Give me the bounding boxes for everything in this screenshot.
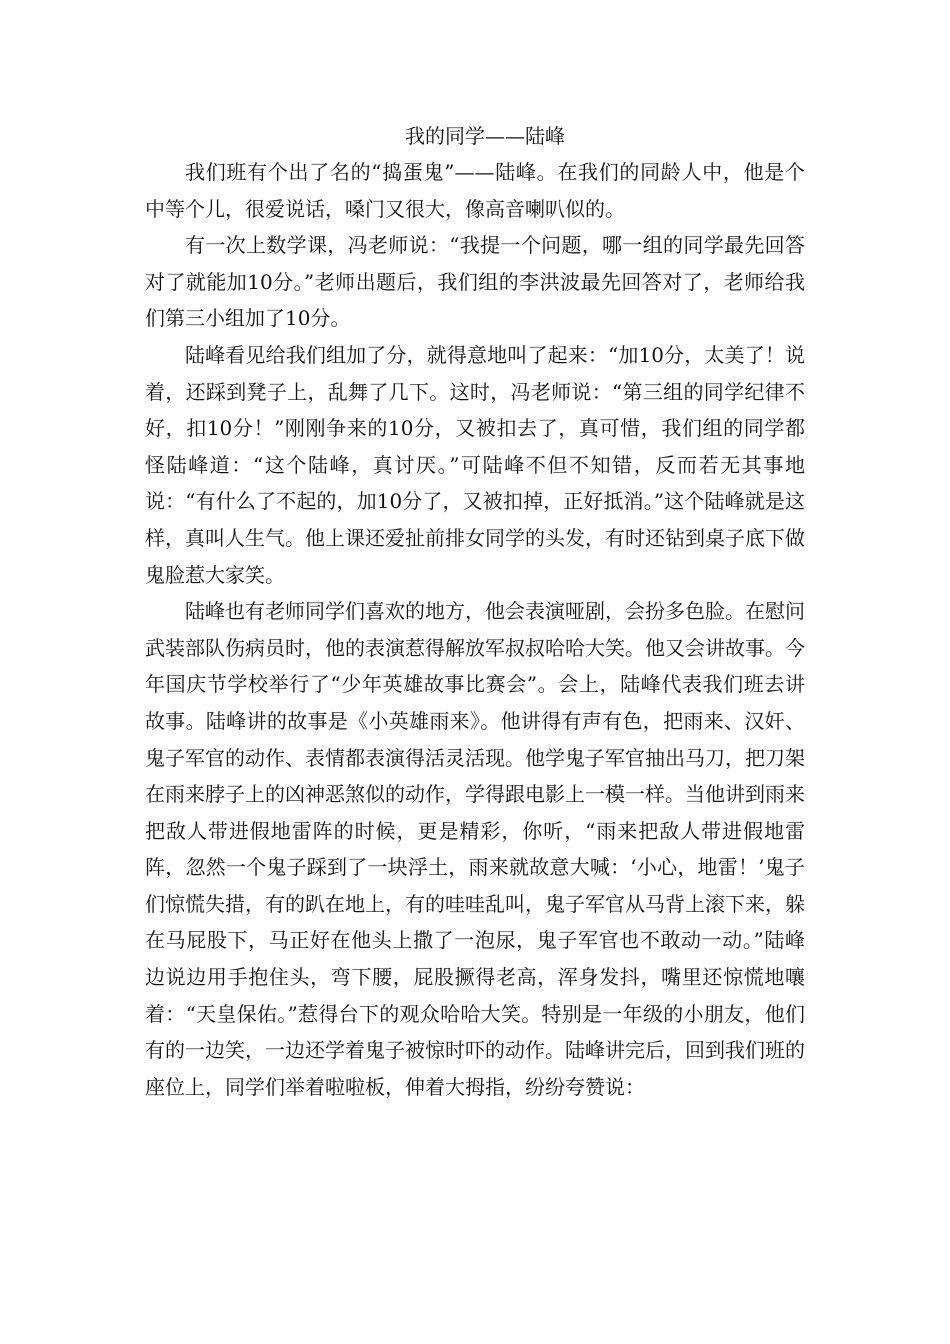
document-title: 我的同学——陆峰: [405, 124, 565, 148]
paragraph: 有一次上数学课，冯老师说：“我提一个问题，哪一组的同学最先回答对了就能加10分。”老师出题后，我们组的李洪波最先回答对了，老师给我们第三小组加了10分。: [145, 233, 805, 331]
paragraph: 陆峰也有老师同学们喜欢的地方，他会表演哑剧，会扮多色脸。在慰问武装部队伤病员时，他的表演惹得解放军叔叔哈哈大笑。他又会讲故事。今年国庆节学校举行了“少年英雄故事比赛会”。会上，陆峰代表我们班去讲故事。陆峰讲的故事是《小英雄雨来》。他讲得有声有色，把雨来、汉奸、鬼子军官的动作、表情都表演得活灵活现。他学鬼子军官抽出马刀，把刀架在雨来脖子上的凶神恶煞似的动作，学得跟电影上一模一样。当他讲到雨来把敌人带进假地雷阵的时候，更是精彩，你听，“雨来把敌人带进假地雷阵，忽然一个鬼子踩到了一块浮土，雨来就故意大喊：‘小心，地雷！’鬼子们惊慌失措，有的趴在地上，有的哇哇乱叫，鬼子军官从马背上滚下来，躲在马屁股下，马正好在他头上撒了一泡尿，鬼子军官也不敢动一动。”陆峰边说边用手抱住头，弯下腰，屁股撅得老高，浑身发抖，嘴里还惊慌地嚷着：“天皇保佑。”惹得台下的观众哈哈大笑。特别是一年级的小朋友，他们有的一边笑，一边还学着鬼子被惊时吓的动作。陆峰讲完后，回到我们班的座位上，同学们举着啦啦板，伸着大拇指，纷纷夸赞说：: [145, 599, 805, 1099]
paragraph: 陆峰看见给我们组加了分，就得意地叫了起来：“加10分，太美了！说着，还踩到凳子上，乱舞了几下。这时，冯老师说：“第三组的同学纪律不好，扣10分！”刚刚争来的10分，又被扣去了，真可惜，我们组的同学都怪陆峰道：“这个陆峰，真讨厌。”可陆峰不但不知错，反而若无其事地说：“有什么了不起的，加10分了，又被扣掉，正好抵消。”这个陆峰就是这样，真叫人生气。他上课还爱扯前排女同学的头发，有时还钻到桌子底下做鬼脸惹大家笑。: [145, 342, 805, 587]
document-body: [145, 118, 805, 1105]
paragraph: 我们班有个出了名的“捣蛋鬼”——陆峰。在我们的同龄人中，他是个中等个儿，很爱说话，嗓门又很大，像高音喇叭似的。: [145, 160, 805, 221]
